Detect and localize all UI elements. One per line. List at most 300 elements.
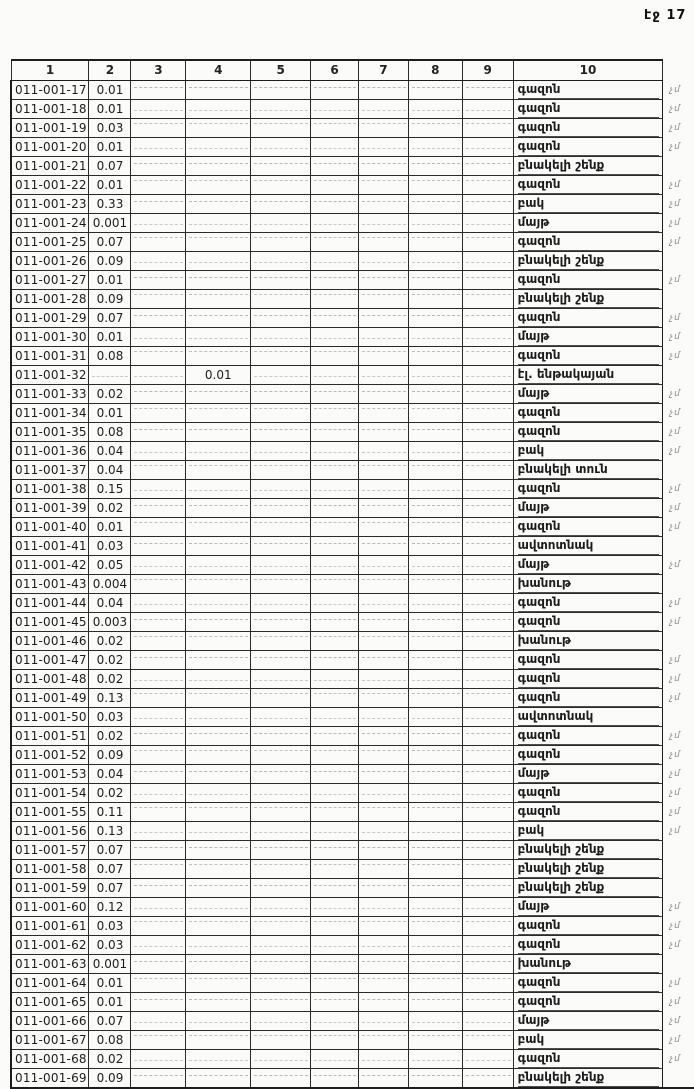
land-use-cell — [513, 992, 663, 1011]
land-use-cell — [513, 1030, 663, 1049]
parcel-code-cell: 011-001-28 — [11, 289, 89, 308]
empty-cell — [311, 821, 359, 840]
empty-cell — [131, 175, 186, 194]
land-use-text: գազոն — [518, 424, 660, 441]
table-header-row — [11, 60, 694, 80]
empty-cell — [131, 403, 186, 422]
empty-cell — [408, 137, 462, 156]
land-use-cell — [513, 1011, 663, 1030]
parcel-code-cell: 011-001-63 — [11, 954, 89, 973]
land-use-text: գազոն — [518, 595, 660, 612]
area-value-cell: 0.03 — [89, 935, 131, 954]
empty-cell — [358, 973, 408, 992]
area-value-cell: 0.04 — [89, 460, 131, 479]
empty-cell — [358, 175, 408, 194]
land-use-text: խանութ — [518, 576, 660, 593]
land-use-text: գազոն — [518, 310, 660, 327]
empty-cell — [311, 669, 359, 688]
empty-cell — [408, 555, 462, 574]
empty-cell — [186, 251, 251, 270]
parcel-code-cell: 011-001-60 — [11, 897, 89, 916]
margin-mark: չմ — [669, 350, 681, 361]
empty-cell — [462, 137, 513, 156]
margin-mark: չմ — [669, 730, 681, 741]
table-row — [11, 555, 694, 574]
area-value-cell: 0.003 — [89, 612, 131, 631]
empty-cell — [408, 365, 462, 384]
land-use-cell — [513, 802, 663, 821]
empty-cell — [131, 536, 186, 555]
table-row — [11, 688, 694, 707]
empty-cell — [462, 403, 513, 422]
column-header: 3 — [131, 60, 186, 80]
margin-mark: չմ — [669, 502, 681, 513]
empty-cell — [251, 745, 311, 764]
empty-cell — [408, 745, 462, 764]
empty-cell — [251, 631, 311, 650]
empty-cell — [311, 498, 359, 517]
empty-cell — [186, 1068, 251, 1088]
empty-cell — [186, 631, 251, 650]
empty-cell — [408, 764, 462, 783]
land-use-text: մայթ — [518, 899, 660, 916]
table-row — [11, 1049, 694, 1068]
empty-cell — [358, 897, 408, 916]
empty-cell — [131, 365, 186, 384]
empty-cell — [462, 745, 513, 764]
empty-cell — [462, 1068, 513, 1088]
land-use-cell — [513, 935, 663, 954]
table-row — [11, 384, 694, 403]
land-use-cell — [513, 726, 663, 745]
land-use-text: գազոն — [518, 177, 660, 194]
parcel-code-cell: 011-001-24 — [11, 213, 89, 232]
empty-cell — [311, 745, 359, 764]
land-use-cell — [513, 232, 663, 251]
parcel-code-cell: 011-001-66 — [11, 1011, 89, 1030]
column-header: 6 — [311, 60, 359, 80]
empty-cell — [358, 213, 408, 232]
land-use-text: գազոն — [518, 139, 660, 156]
land-use-cell — [513, 612, 663, 631]
table-row — [11, 783, 694, 802]
parcel-code-cell: 011-001-38 — [11, 479, 89, 498]
land-use-text: մայթ — [518, 215, 660, 232]
table-row — [11, 840, 694, 859]
land-use-text: բնակելի շենք — [518, 253, 660, 270]
empty-cell — [186, 498, 251, 517]
area-value-cell: 0.11 — [89, 802, 131, 821]
empty-cell — [408, 308, 462, 327]
margin-mark: չմ — [669, 426, 681, 437]
parcel-code-cell: 011-001-55 — [11, 802, 89, 821]
empty-cell — [131, 1049, 186, 1068]
empty-cell — [251, 403, 311, 422]
empty-cell — [358, 346, 408, 365]
area-value-cell: 0.33 — [89, 194, 131, 213]
empty-cell — [251, 175, 311, 194]
empty-cell — [462, 631, 513, 650]
empty-cell — [358, 536, 408, 555]
empty-cell — [358, 156, 408, 175]
table-row — [11, 194, 694, 213]
land-use-text: մայթ — [518, 329, 660, 346]
land-use-cell — [513, 194, 663, 213]
land-use-cell — [513, 175, 663, 194]
area-value-cell: 0.13 — [89, 688, 131, 707]
land-use-text: գազոն — [518, 234, 660, 251]
empty-cell — [186, 802, 251, 821]
empty-cell — [186, 935, 251, 954]
empty-cell — [462, 555, 513, 574]
parcel-code-cell: 011-001-47 — [11, 650, 89, 669]
empty-cell — [131, 308, 186, 327]
empty-cell — [251, 878, 311, 897]
empty-cell — [358, 1068, 408, 1088]
table-row — [11, 213, 694, 232]
empty-cell — [186, 346, 251, 365]
empty-cell — [462, 175, 513, 194]
parcel-code-cell: 011-001-56 — [11, 821, 89, 840]
land-use-cell — [513, 593, 663, 612]
empty-cell — [251, 270, 311, 289]
empty-cell — [311, 726, 359, 745]
margin-mark: չմ — [669, 996, 681, 1007]
empty-cell — [186, 80, 251, 99]
margin-mark: չմ — [669, 692, 681, 703]
empty-cell — [251, 574, 311, 593]
parcel-code-cell: 011-001-42 — [11, 555, 89, 574]
table-row — [11, 365, 694, 384]
empty-cell — [186, 403, 251, 422]
land-use-cell — [513, 156, 663, 175]
empty-cell — [251, 707, 311, 726]
land-use-cell — [513, 1049, 663, 1068]
empty-cell — [311, 175, 359, 194]
parcel-code-cell: 011-001-18 — [11, 99, 89, 118]
margin-column-header — [663, 60, 694, 80]
margin-mark: չմ — [669, 483, 681, 494]
parcel-code-cell: 011-001-34 — [11, 403, 89, 422]
empty-cell — [358, 802, 408, 821]
margin-mark: չմ — [669, 331, 681, 342]
margin-mark: չմ — [669, 977, 681, 988]
table-row — [11, 669, 694, 688]
empty-cell — [358, 232, 408, 251]
empty-cell — [131, 289, 186, 308]
empty-cell — [408, 859, 462, 878]
land-use-cell — [513, 384, 663, 403]
empty-cell — [311, 1049, 359, 1068]
empty-cell — [462, 213, 513, 232]
empty-cell — [131, 707, 186, 726]
area-value-cell: 0.09 — [89, 251, 131, 270]
empty-cell — [251, 80, 311, 99]
table-row — [11, 574, 694, 593]
land-use-text: գազոն — [518, 272, 660, 289]
empty-cell — [408, 270, 462, 289]
empty-cell — [311, 99, 359, 118]
land-use-cell — [513, 289, 663, 308]
empty-cell — [358, 726, 408, 745]
land-use-cell — [513, 441, 663, 460]
land-use-text: գազոն — [518, 785, 660, 802]
empty-cell — [358, 327, 408, 346]
empty-cell — [186, 270, 251, 289]
empty-cell — [311, 479, 359, 498]
parcel-code-cell: 011-001-54 — [11, 783, 89, 802]
empty-cell — [311, 859, 359, 878]
margin-mark: չմ — [669, 179, 681, 190]
area-value-cell: 0.07 — [89, 859, 131, 878]
margin-mark: չմ — [669, 122, 681, 133]
column-header: 5 — [251, 60, 311, 80]
empty-cell — [311, 536, 359, 555]
empty-cell — [186, 840, 251, 859]
empty-cell — [408, 1068, 462, 1088]
empty-cell — [462, 327, 513, 346]
margin-mark — [663, 954, 694, 973]
empty-cell — [186, 137, 251, 156]
empty-cell — [186, 1011, 251, 1030]
empty-cell — [251, 99, 311, 118]
margin-mark: չմ — [669, 654, 681, 665]
empty-cell — [311, 118, 359, 137]
land-use-cell — [513, 954, 663, 973]
empty-cell — [408, 213, 462, 232]
empty-cell — [186, 897, 251, 916]
area-value-cell: 0.03 — [89, 707, 131, 726]
empty-cell — [131, 555, 186, 574]
empty-cell — [186, 232, 251, 251]
table-row — [11, 707, 694, 726]
empty-cell — [186, 308, 251, 327]
empty-cell — [462, 270, 513, 289]
empty-cell — [131, 232, 186, 251]
land-use-text: գազոն — [518, 82, 660, 99]
empty-cell — [408, 251, 462, 270]
empty-cell — [186, 726, 251, 745]
empty-cell — [462, 80, 513, 99]
margin-mark — [663, 365, 694, 384]
parcel-code-cell: 011-001-52 — [11, 745, 89, 764]
empty-cell — [186, 612, 251, 631]
land-use-text: գազոն — [518, 614, 660, 631]
empty-cell — [251, 346, 311, 365]
empty-cell — [358, 270, 408, 289]
empty-cell — [408, 669, 462, 688]
area-value-cell: 0.02 — [89, 669, 131, 688]
empty-cell — [186, 992, 251, 1011]
empty-cell — [462, 954, 513, 973]
empty-cell — [408, 441, 462, 460]
empty-cell — [186, 954, 251, 973]
table-row — [11, 80, 694, 99]
empty-cell — [131, 118, 186, 137]
empty-cell — [462, 992, 513, 1011]
empty-cell — [462, 783, 513, 802]
empty-cell — [186, 289, 251, 308]
empty-cell — [311, 954, 359, 973]
land-use-text: մայթ — [518, 1013, 660, 1030]
land-use-text: բակ — [518, 823, 660, 840]
table-body — [11, 80, 694, 1088]
parcel-code-cell: 011-001-23 — [11, 194, 89, 213]
parcel-code-cell: 011-001-22 — [11, 175, 89, 194]
table-row — [11, 650, 694, 669]
table-row — [11, 270, 694, 289]
empty-cell — [408, 802, 462, 821]
area-value-cell: 0.001 — [89, 213, 131, 232]
empty-cell — [408, 346, 462, 365]
land-use-cell — [513, 764, 663, 783]
empty-cell — [462, 973, 513, 992]
empty-cell — [186, 783, 251, 802]
empty-cell — [186, 555, 251, 574]
area-value-cell: 0.01 — [89, 327, 131, 346]
empty-cell — [186, 916, 251, 935]
empty-cell — [358, 365, 408, 384]
parcel-code-cell: 011-001-21 — [11, 156, 89, 175]
empty-cell — [408, 935, 462, 954]
empty-cell — [251, 669, 311, 688]
empty-cell — [131, 821, 186, 840]
empty-cell — [131, 194, 186, 213]
table-row — [11, 118, 694, 137]
empty-cell — [408, 327, 462, 346]
margin-mark: չմ — [669, 84, 681, 95]
land-use-text: գազոն — [518, 405, 660, 422]
empty-cell — [251, 441, 311, 460]
empty-cell — [358, 745, 408, 764]
empty-cell — [311, 878, 359, 897]
margin-mark — [663, 707, 694, 726]
land-use-text: գազոն — [518, 1051, 660, 1068]
table-row — [11, 612, 694, 631]
empty-cell — [408, 118, 462, 137]
empty-cell — [251, 289, 311, 308]
land-use-cell — [513, 916, 663, 935]
empty-cell — [131, 916, 186, 935]
empty-cell — [131, 384, 186, 403]
empty-cell — [311, 574, 359, 593]
empty-cell — [408, 403, 462, 422]
parcel-code-cell: 011-001-40 — [11, 517, 89, 536]
land-use-cell — [513, 80, 663, 99]
empty-cell — [311, 80, 359, 99]
empty-cell — [311, 1068, 359, 1088]
empty-cell — [311, 460, 359, 479]
empty-cell — [131, 745, 186, 764]
land-use-cell — [513, 308, 663, 327]
table-row — [11, 821, 694, 840]
empty-cell — [131, 726, 186, 745]
land-use-cell — [513, 859, 663, 878]
empty-cell — [462, 935, 513, 954]
empty-cell — [131, 517, 186, 536]
land-use-text: բնակելի շենք — [518, 842, 660, 859]
empty-cell — [131, 973, 186, 992]
margin-mark — [663, 289, 694, 308]
table-row — [11, 992, 694, 1011]
empty-cell — [251, 764, 311, 783]
empty-cell — [131, 802, 186, 821]
empty-cell — [408, 650, 462, 669]
empty-cell — [358, 289, 408, 308]
empty-cell — [89, 365, 131, 384]
empty-cell — [311, 783, 359, 802]
empty-cell — [311, 137, 359, 156]
empty-cell — [311, 1030, 359, 1049]
empty-cell — [251, 137, 311, 156]
land-use-text: գազոն — [518, 101, 660, 118]
land-use-cell — [513, 878, 663, 897]
parcel-code-cell: 011-001-39 — [11, 498, 89, 517]
margin-mark: չմ — [669, 198, 681, 209]
area-value-cell: 0.07 — [89, 840, 131, 859]
empty-cell — [358, 764, 408, 783]
empty-cell — [251, 517, 311, 536]
empty-cell — [408, 707, 462, 726]
land-use-text: գազոն — [518, 747, 660, 764]
empty-cell — [462, 726, 513, 745]
parcel-code-cell: 011-001-53 — [11, 764, 89, 783]
area-value-cell: 0.07 — [89, 308, 131, 327]
table-row — [11, 973, 694, 992]
land-use-text: գազոն — [518, 519, 660, 536]
empty-cell — [358, 821, 408, 840]
empty-cell — [462, 707, 513, 726]
parcel-code-cell: 011-001-29 — [11, 308, 89, 327]
empty-cell — [462, 669, 513, 688]
land-use-text: բնակելի շենք — [518, 291, 660, 308]
land-use-cell — [513, 99, 663, 118]
land-use-text: բակ — [518, 196, 660, 213]
empty-cell — [462, 479, 513, 498]
margin-mark: չմ — [669, 825, 681, 836]
area-value-cell: 0.07 — [89, 1011, 131, 1030]
land-use-text: բնակելի շենք — [518, 158, 660, 175]
empty-cell — [131, 840, 186, 859]
land-use-text: մայթ — [518, 500, 660, 517]
empty-cell — [358, 555, 408, 574]
empty-cell — [358, 783, 408, 802]
empty-cell — [186, 669, 251, 688]
empty-cell — [311, 897, 359, 916]
empty-cell — [311, 688, 359, 707]
empty-cell — [131, 878, 186, 897]
land-use-cell — [513, 460, 663, 479]
empty-cell — [251, 498, 311, 517]
empty-cell — [251, 802, 311, 821]
empty-cell — [251, 650, 311, 669]
area-value-cell: 0.02 — [89, 726, 131, 745]
parcel-code-cell: 011-001-50 — [11, 707, 89, 726]
empty-cell — [251, 1068, 311, 1088]
parcel-code-cell: 011-001-19 — [11, 118, 89, 137]
land-use-text: մայթ — [518, 766, 660, 783]
empty-cell — [358, 631, 408, 650]
parcel-code-cell: 011-001-30 — [11, 327, 89, 346]
empty-cell — [251, 821, 311, 840]
empty-cell — [186, 764, 251, 783]
margin-mark: չմ — [669, 939, 681, 950]
empty-cell — [251, 156, 311, 175]
empty-cell — [462, 764, 513, 783]
margin-mark: չմ — [669, 920, 681, 931]
empty-cell — [358, 1030, 408, 1049]
table-row — [11, 175, 694, 194]
